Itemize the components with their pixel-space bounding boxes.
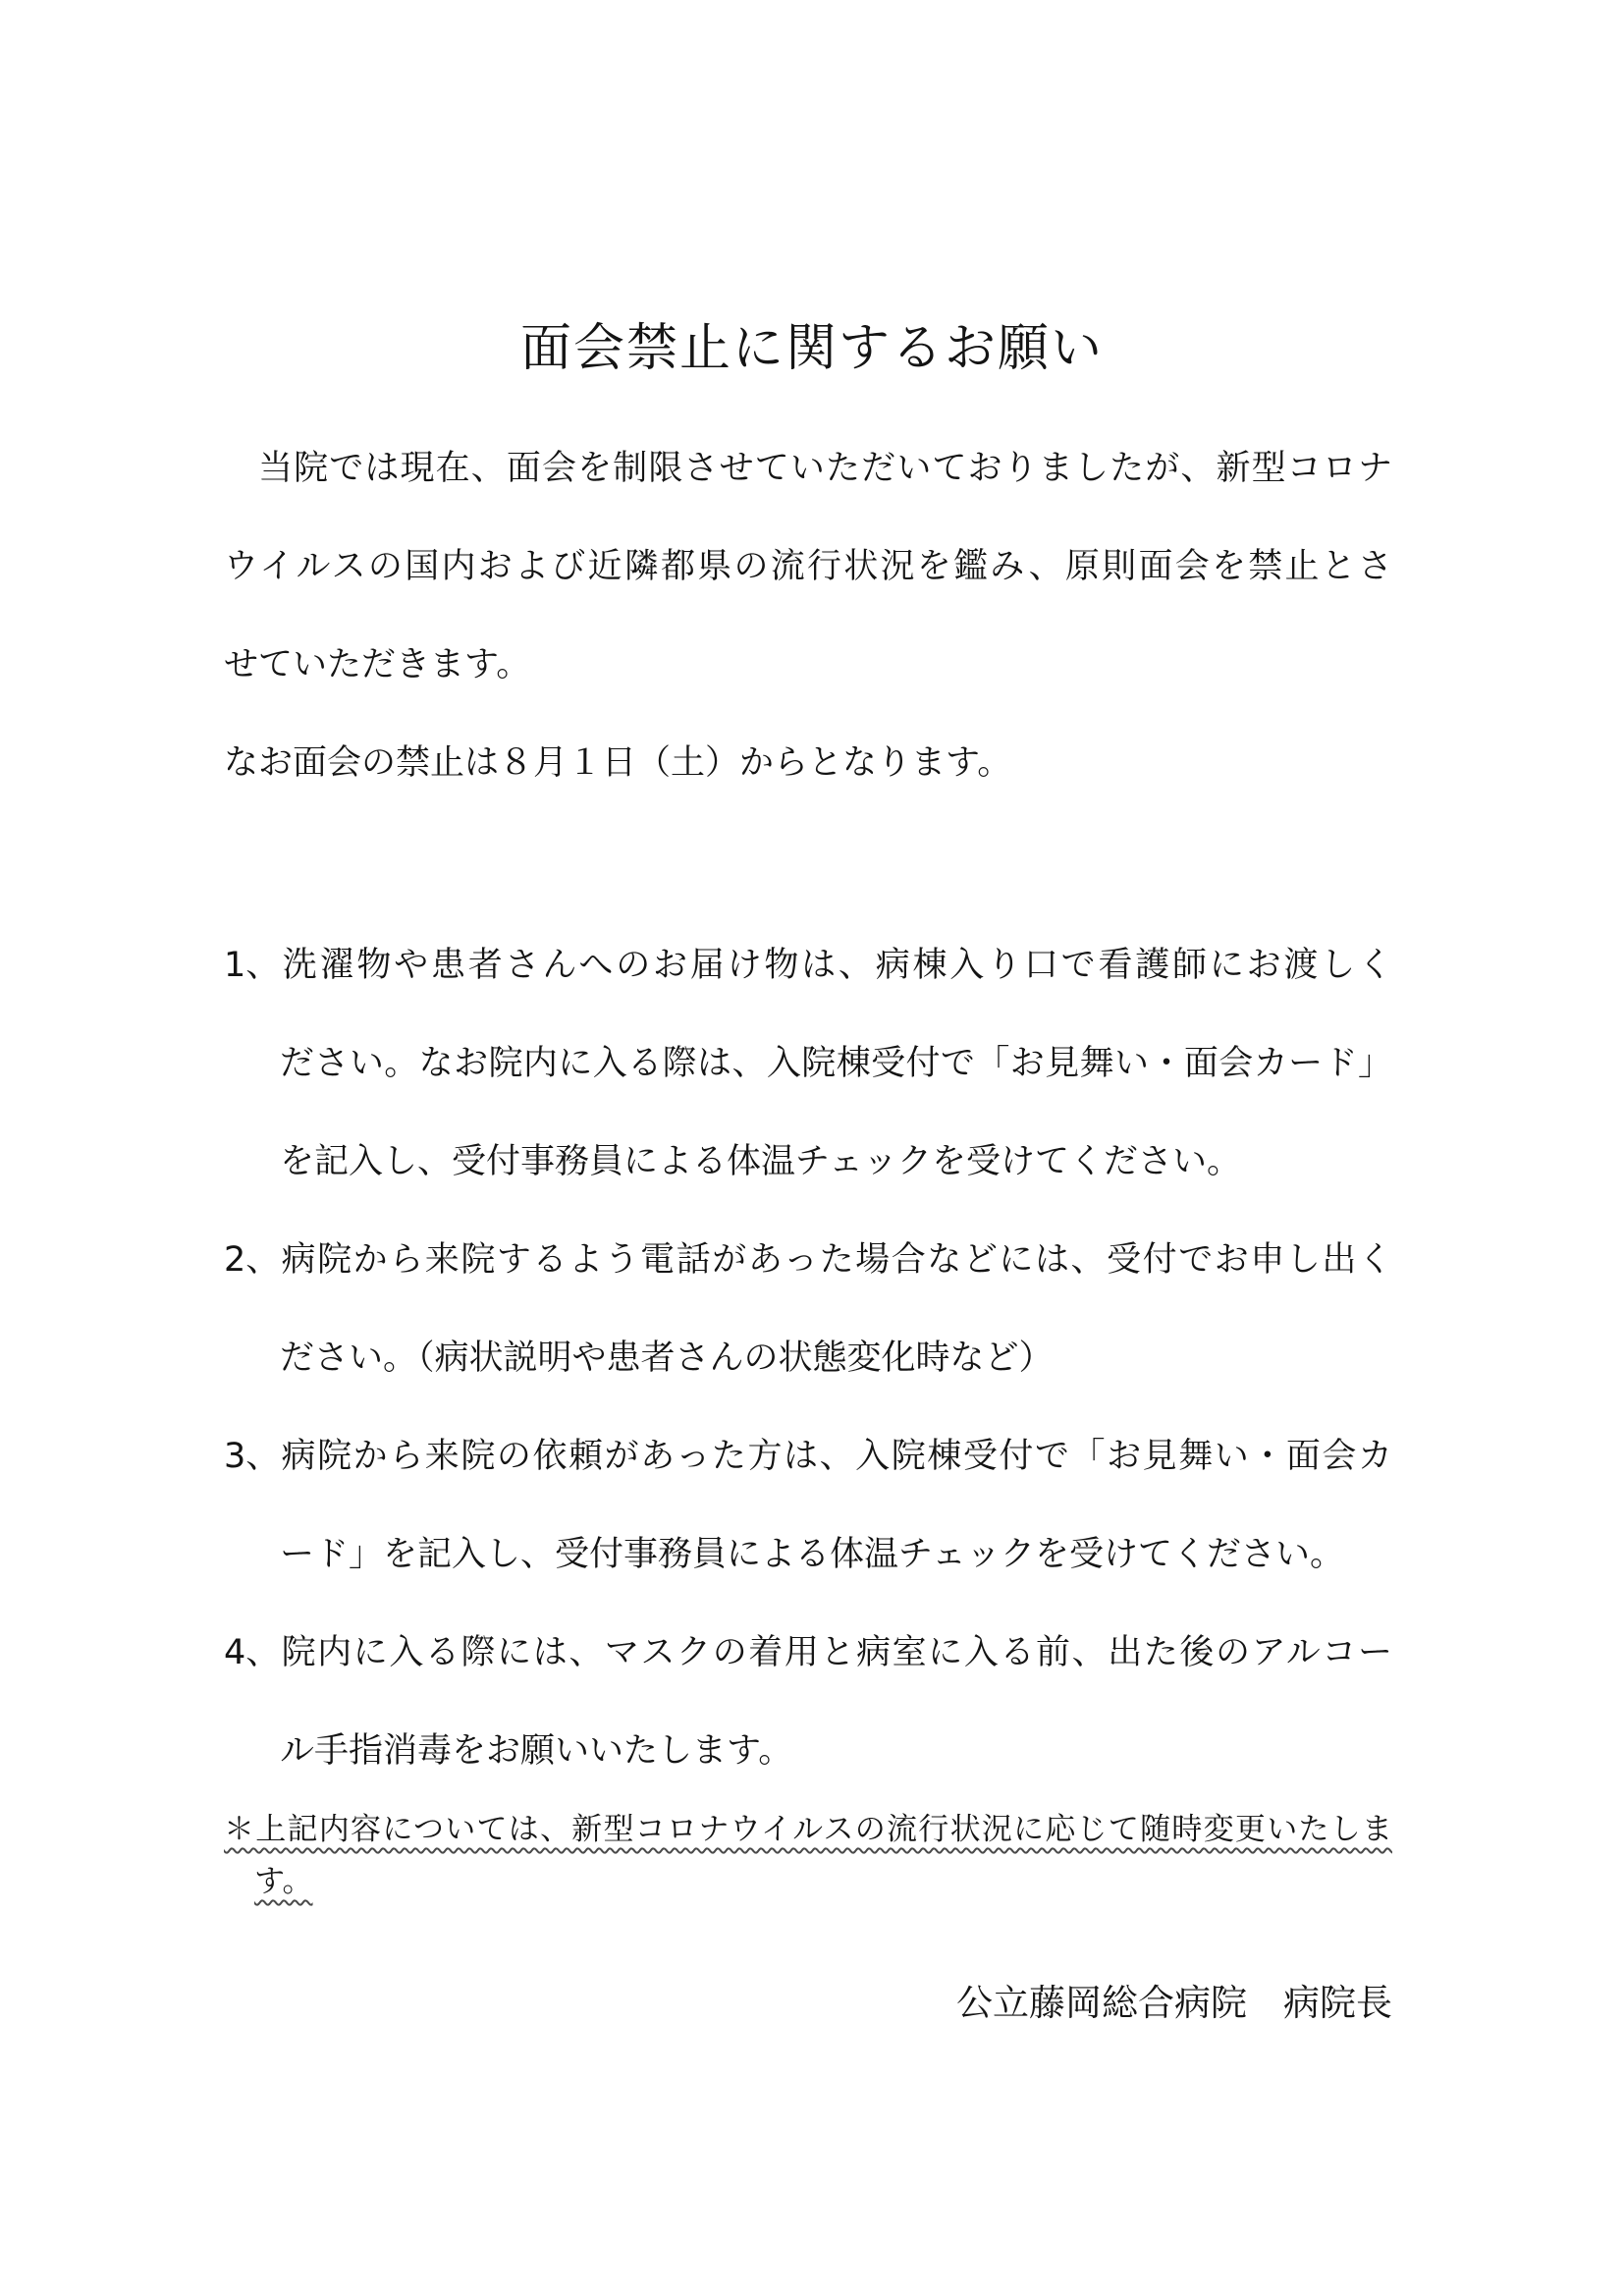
list-item-line: 病院から来院の依頼があった方は、入院棟受付で「お見舞い・面会カ — [280, 1437, 1392, 1476]
list-item-first-line — [224, 1407, 1392, 1505]
note-line: ＊上記内容については、新型コロナウイルスの流行状況に応じて随時変更いたしま — [224, 1812, 1392, 1847]
note-line: す。 — [254, 1864, 313, 1899]
start-date-notice: なお面会の禁止は８月１日（土）からとなります。 — [224, 743, 1012, 783]
list-item-number: 2、 — [224, 1240, 281, 1280]
list-item-line: 病院から来院するよう電話があった場合などには、受付でお申し出く — [280, 1240, 1392, 1280]
list-item-1 — [224, 916, 1392, 1211]
revision-note — [224, 1804, 1392, 1908]
intro-line: ウイルスの国内および近隣都県の流行状況を鑑み、原則面会を禁止とさ — [224, 547, 1392, 586]
list-item-first-line — [224, 1211, 1392, 1309]
list-item-line: を記入し、受付事務員による体温チェックを受けてください。 — [280, 1142, 1241, 1181]
list-item-number: 1、 — [224, 946, 281, 985]
intro-paragraph — [224, 419, 1392, 714]
rules-list — [224, 916, 1392, 1800]
list-item-line: ル手指消毒をお願いいたします。 — [280, 1731, 793, 1771]
list-item-line: ださい。（病状説明や患者さんの状態変化時など） — [280, 1339, 1054, 1378]
signature: 公立藤岡総合病院 病院長 — [956, 1982, 1392, 2024]
list-item-number: 3、 — [224, 1437, 281, 1476]
list-item-2 — [224, 1211, 1392, 1407]
list-item-4 — [224, 1604, 1392, 1800]
list-item-first-line — [224, 1604, 1392, 1702]
list-item-first-line — [224, 916, 1392, 1014]
list-item-line: ださい。なお院内に入る際は、入院棟受付で「お見舞い・面会カード」 — [280, 1044, 1392, 1083]
list-item-line: 洗濯物や患者さんへのお届け物は、病棟入り口で看護師にお渡しく — [280, 946, 1392, 985]
list-item-line: 院内に入る際には、マスクの着用と病室に入る前、出た後のアルコー — [280, 1633, 1392, 1672]
intro-section — [224, 419, 1392, 812]
list-item-line: ード」を記入し、受付事務員による体温チェックを受けてください。 — [280, 1535, 1344, 1574]
notice-title: 面会禁止に関するお願い — [519, 319, 1104, 378]
intro-line: 当院では現在、面会を制限させていただいておりましたが、新型コロナ — [258, 449, 1392, 488]
list-item-3 — [224, 1407, 1392, 1604]
intro-line: せていただきます。 — [224, 645, 531, 684]
list-item-number: 4、 — [224, 1633, 281, 1672]
note-continuation — [224, 1856, 1392, 1908]
